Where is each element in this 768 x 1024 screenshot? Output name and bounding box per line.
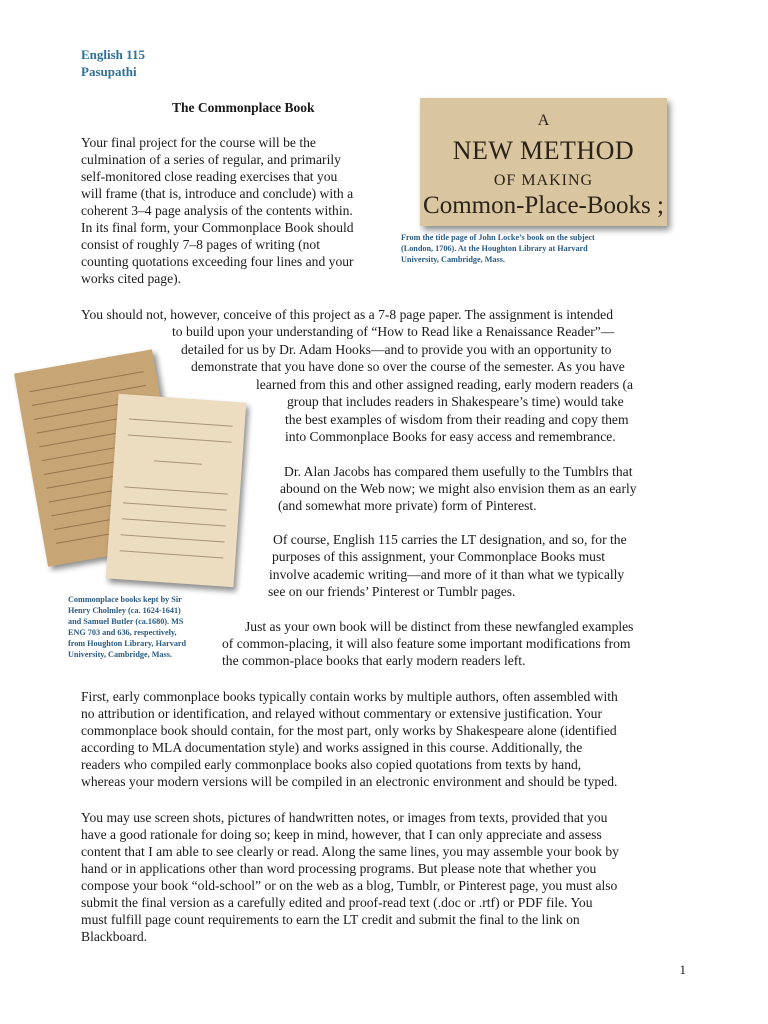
text-line: First, early commonplace books typically contain works by multiple authors, often assembled with	[81, 689, 618, 704]
text-line: into Commonplace Books for easy access and remembrance.	[285, 429, 616, 444]
text-line: self-monitored close reading exercises that you	[81, 169, 338, 184]
author-name: Pasupathi	[81, 64, 137, 79]
caption-line: ENG 703 and 636, respectively,	[68, 628, 177, 637]
text-line: to build upon your understanding of “How to Read like a Renaissance Reader”—	[172, 324, 615, 339]
caption-line: From the title page of John Locke’s book on the subject	[401, 233, 595, 242]
text-line: abound on the Web now; we might also envision them as an early	[280, 481, 637, 496]
text-line: will frame (that is, introduce and conclude) with a	[81, 186, 354, 201]
title-page-caption	[401, 232, 595, 265]
text-line: You may use screen shots, pictures of handwritten notes, or images from texts, provided that you	[81, 810, 608, 825]
text-line: hand or in applications other than word processing programs. But please note that whether you	[81, 861, 597, 876]
caption-line: University, Cambridge, Mass.	[401, 255, 505, 264]
course-name: English 115	[81, 47, 145, 62]
title-page-line: NEW METHOD	[452, 136, 635, 165]
caption-line: Henry Cholmley (ca. 1624-1641)	[68, 606, 181, 615]
text-line: involve academic writing—and more of it than what we typically	[269, 567, 625, 582]
text-line: consist of roughly 7–8 pages of writing (not	[81, 237, 320, 252]
text-line: according to MLA documentation style) and works assigned in this course. Additionally, the	[81, 740, 583, 755]
text-line: You should not, however, conceive of this project as a 7-8 page paper. The assignment is intended	[81, 307, 614, 322]
text-line: of common-placing, it will also feature some important modifications from	[222, 636, 631, 651]
text-line: no attribution or identification, and relayed without commentary or extensive justification. Your	[81, 706, 602, 721]
title-page-line: Common-Place-Books ;	[423, 192, 664, 219]
text-line: submit the final version as a carefully edited and proof-read text (.doc or .rtf) or PDF file. You	[81, 895, 593, 910]
caption-line: Commonplace books kept by Sir	[68, 595, 182, 604]
text-line: must fulfill page count requirements to earn the LT credit and submit the final to the link on	[81, 912, 580, 927]
title-page-line: A	[537, 112, 550, 129]
text-line: compose your book “old-school” or on the web as a blog, Tumblr, or Pinterest page, you must also	[81, 878, 618, 893]
title-page-image	[420, 98, 667, 226]
header	[81, 46, 145, 80]
caption-line: (London, 1706). At the Houghton Library at Harvard	[401, 244, 588, 253]
text-line: Blackboard.	[81, 929, 148, 944]
text-line: In its final form, your Commonplace Book should	[81, 220, 354, 235]
text-line: (and somewhat more private) form of Pinterest.	[278, 498, 537, 513]
text-line: readers who compiled early commonplace books also copied quotations from texts by hand,	[81, 757, 582, 772]
text-line: content that I am able to see clearly or read. Along the same lines, you may assemble your book by	[81, 844, 619, 859]
text-line: culmination of a series of regular, and primarily	[81, 152, 341, 167]
text-line: the best examples of wisdom from their reading and copy them	[285, 412, 629, 427]
text-line: detailed for us by Dr. Adam Hooks—and to provide you with an opportunity to	[181, 342, 612, 357]
text-line: demonstrate that you have done so over the course of the semester. As you have	[191, 359, 625, 374]
title-page-line: OF MAKING	[493, 172, 594, 189]
text-line: purposes of this assignment, your Commonplace Books must	[272, 549, 606, 564]
document-title: The Commonplace Book	[172, 100, 315, 115]
text-line: Just as your own book will be distinct from these newfangled examples	[245, 619, 634, 634]
manuscript-image-butler	[106, 394, 247, 587]
caption-line: University, Cambridge, Mass.	[68, 650, 172, 659]
text-line: coherent 3–4 page analysis of the contents within.	[81, 203, 353, 218]
text-line: Your final project for the course will be the	[81, 135, 316, 150]
text-line: the common-place books that early modern readers left.	[222, 653, 526, 668]
text-line: counting quotations exceeding four lines and your	[81, 254, 354, 269]
text-line: Of course, English 115 carries the LT designation, and so, for the	[273, 532, 627, 547]
text-line: have a good rationale for doing so; keep in mind, however, that I can only appreciate and assess	[81, 827, 602, 842]
text-line: commonplace book should contain, for the most part, only works by Shakespeare alone (identified	[81, 723, 617, 738]
text-line: works cited page).	[81, 271, 182, 286]
text-line: see on our friends’ Pinterest or Tumblr pages.	[268, 584, 516, 599]
text-line: whereas your modern versions will be compiled in an electronic environment and should be typed.	[81, 774, 618, 789]
text-line: Dr. Alan Jacobs has compared them usefully to the Tumblrs that	[284, 464, 633, 479]
caption-line: and Samuel Butler (ca.1680). MS	[68, 617, 184, 626]
caption-line: from Houghton Library, Harvard	[68, 639, 187, 648]
page-number: 1	[679, 962, 686, 977]
manuscript-caption	[68, 594, 186, 660]
text-line: group that includes readers in Shakespeare’s time) would take	[287, 394, 624, 409]
text-line: learned from this and other assigned reading, early modern readers (a	[256, 377, 634, 392]
